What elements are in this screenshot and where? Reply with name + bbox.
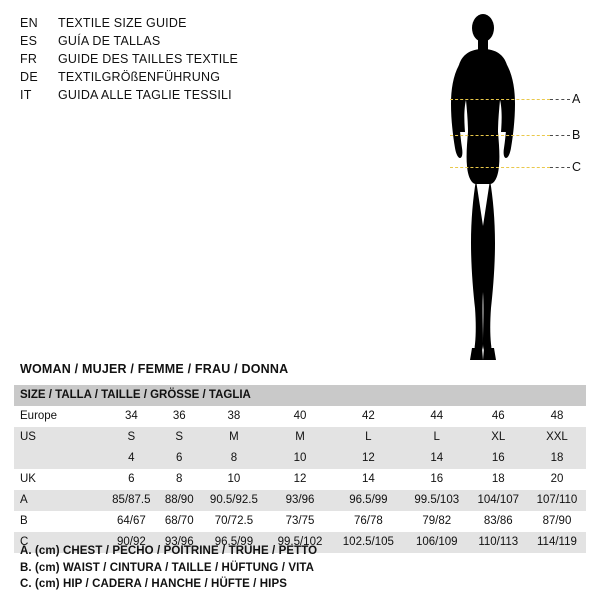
table-cell: 90.5/92.5 [200, 490, 268, 511]
measure-line-hip [450, 167, 550, 168]
table-cell: 93/96 [268, 490, 332, 511]
table-cell: 10 [268, 448, 332, 469]
female-body-figure [420, 8, 590, 368]
table-row [14, 490, 586, 511]
language-text: GUÍA DE TALLAS [58, 34, 161, 48]
table-cell: 48 [528, 406, 586, 427]
table-cell: 114/119 [528, 532, 586, 553]
table-cell: M [200, 427, 268, 448]
table-cell: 110/113 [469, 532, 528, 553]
row-label: A [14, 490, 104, 511]
category-caption: WOMAN / MUJER / FEMME / FRAU / DONNA [20, 362, 289, 376]
row-label: UK [14, 469, 104, 490]
language-code: FR [20, 52, 38, 66]
female-silhouette-icon [420, 8, 590, 368]
language-row [20, 70, 350, 88]
language-row [20, 52, 350, 70]
table-cell: 83/86 [469, 511, 528, 532]
table-cell: 107/110 [528, 490, 586, 511]
measure-label-a: A [572, 92, 581, 106]
row-label: Europe [14, 406, 104, 427]
language-code: ES [20, 34, 38, 48]
language-code: DE [20, 70, 38, 84]
table-cell: 4 [104, 448, 159, 469]
size-table [14, 385, 586, 553]
table-row [14, 511, 586, 532]
table-cell: M [268, 427, 332, 448]
measure-label-b: B [572, 128, 581, 142]
legend-row-hip: C. (cm) HIP / CADERA / HANCHE / HÜFTE / HIPS [20, 578, 288, 590]
table-cell: 34 [104, 406, 159, 427]
language-row [20, 88, 350, 106]
measurement-legend [20, 543, 580, 593]
table-cell: 44 [405, 406, 469, 427]
table-cell: 90/92 [104, 532, 159, 553]
language-code: EN [20, 16, 38, 30]
measure-line-chest-tail [550, 99, 570, 100]
table-cell: 20 [528, 469, 586, 490]
language-text: GUIDA ALLE TAGLIE TESSILI [58, 88, 232, 102]
table-cell: 106/109 [405, 532, 469, 553]
table-header-label: SIZE / TALLA / TAILLE / GRÖSSE / TAGLIA [14, 385, 586, 406]
table-cell: 6 [159, 448, 200, 469]
row-label: US [14, 427, 104, 448]
table-cell: 38 [200, 406, 268, 427]
table-row [14, 406, 586, 427]
language-row [20, 16, 350, 34]
language-text: TEXTILE SIZE GUIDE [58, 16, 187, 30]
table-cell: 102.5/105 [332, 532, 405, 553]
table-cell: 99.5/103 [405, 490, 469, 511]
language-text: TEXTILGRÖßENFÜHRUNG [58, 70, 221, 84]
table-cell: 68/70 [159, 511, 200, 532]
table-cell: 8 [200, 448, 268, 469]
table-cell: S [104, 427, 159, 448]
table-cell: 76/78 [332, 511, 405, 532]
table-cell: 14 [405, 448, 469, 469]
table-row [14, 427, 586, 448]
table-cell: 8 [159, 469, 200, 490]
table-cell: 18 [528, 448, 586, 469]
table-cell: 79/82 [405, 511, 469, 532]
row-label [14, 448, 104, 469]
language-text: GUIDE DES TAILLES TEXTILE [58, 52, 239, 66]
row-label: B [14, 511, 104, 532]
table-cell: 96.5/99 [200, 532, 268, 553]
table-cell: 10 [200, 469, 268, 490]
table-cell: 36 [159, 406, 200, 427]
table-header-row [14, 385, 586, 406]
table-cell: 99.5/102 [268, 532, 332, 553]
language-guide-block [20, 16, 350, 106]
table-cell: 6 [104, 469, 159, 490]
table-cell: 104/107 [469, 490, 528, 511]
legend-row-waist: B. (cm) WAIST / CINTURA / TAILLE / HÜFTUNG / VITA [20, 561, 315, 574]
language-code: IT [20, 88, 32, 102]
table-cell: 87/90 [528, 511, 586, 532]
table-cell: 96.5/99 [332, 490, 405, 511]
table-cell: 14 [332, 469, 405, 490]
table-cell: 88/90 [159, 490, 200, 511]
table-row [14, 448, 586, 469]
table-cell: 46 [469, 406, 528, 427]
table-cell: XXL [528, 427, 586, 448]
measure-line-waist [450, 135, 550, 136]
table-cell: 12 [332, 448, 405, 469]
measure-label-c: C [572, 160, 582, 174]
measure-line-waist-tail [550, 135, 570, 136]
table-cell: 16 [469, 448, 528, 469]
table-cell: XL [469, 427, 528, 448]
table-cell: 40 [268, 406, 332, 427]
table-cell: 18 [469, 469, 528, 490]
table-row [14, 469, 586, 490]
table-cell: 16 [405, 469, 469, 490]
legend-row-chest: A. (cm) CHEST / PECHO / POITRINE / TRUHE / PETTO [20, 545, 318, 557]
measure-line-hip-tail [550, 167, 570, 168]
row-label: C [14, 532, 104, 553]
table-cell: L [405, 427, 469, 448]
table-cell: S [159, 427, 200, 448]
table-cell: 73/75 [268, 511, 332, 532]
table-cell: 85/87.5 [104, 490, 159, 511]
measure-line-chest [450, 99, 550, 100]
table-cell: 64/67 [104, 511, 159, 532]
language-row [20, 34, 350, 52]
table-cell: 12 [268, 469, 332, 490]
table-cell: L [332, 427, 405, 448]
table-cell: 70/72.5 [200, 511, 268, 532]
table-cell: 42 [332, 406, 405, 427]
table-cell: 93/96 [159, 532, 200, 553]
